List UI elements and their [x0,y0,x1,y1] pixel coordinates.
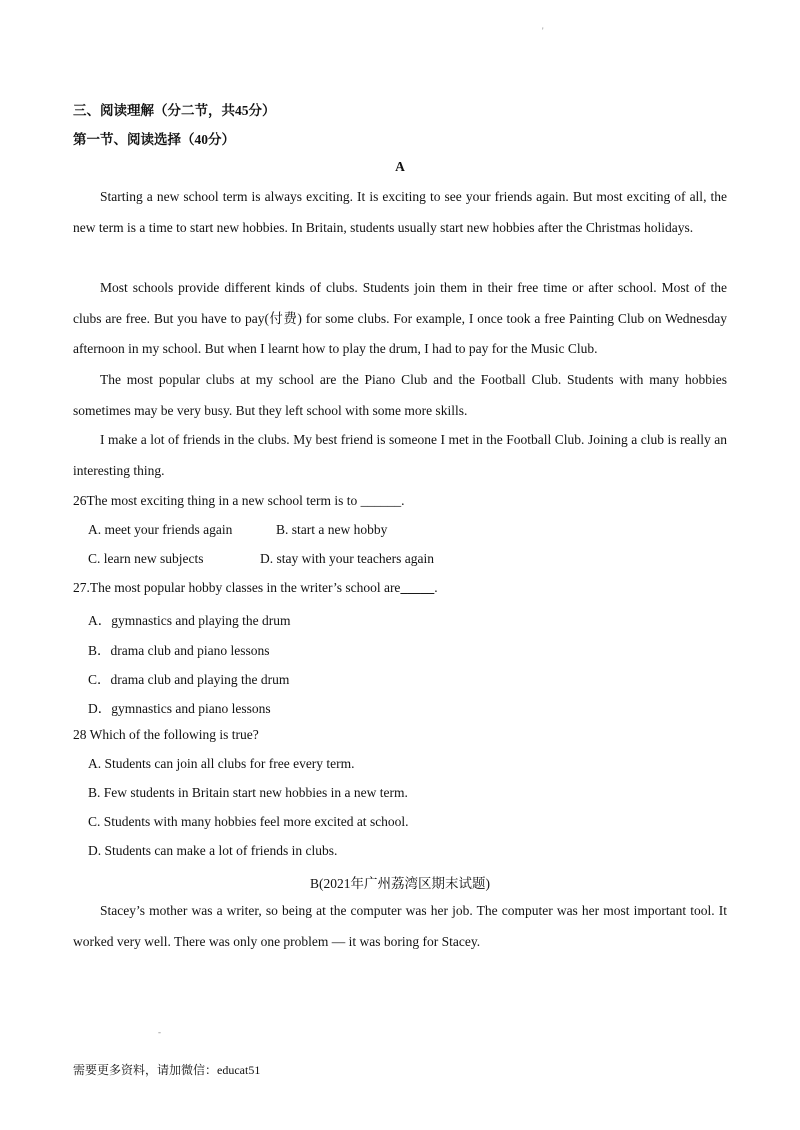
question-26-option-a: A. meet your friends again [88,522,233,537]
question-28-option-d: D. Students can make a lot of friends in clubs. [88,843,338,858]
question-27-option-a: A．gymnastics and playing the drum [88,613,291,628]
question-26-option-c: C. learn new subjects [88,551,204,566]
stray-mark: - [158,1027,161,1037]
question-28-option-c: C. Students with many hobbies feel more excited at school. [88,814,409,829]
passage-a-paragraph: Starting a new school term is always exciting. It is exciting to see your friends again. But most exciting of all, the new term is a time to start new hobbies. In Britain, students usually start new hobbies after the Christmas holidays. [73,189,727,235]
passage-a-paragraph: Most schools provide different kinds of clubs. Students join them in their free time or after school. Most of the clubs are free. But you have to pay(付费) for some clubs. For example, I once took a free Painting Club on Wednesday afternoon in my school. But when I learnt how to play the drum, I had to pay for the Music Club. [73,280,727,356]
question-26-stem: 26The most exciting thing in a new school term is to ______. [73,493,405,508]
footer-note: 需要更多资料，请加微信：educat51 [73,1063,261,1077]
passage-b-label: B(2021年广州荔湾区期末试题) [310,876,490,891]
question-27-stem-end: . [434,580,438,595]
passage-b-paragraph: Stacey’s mother was a writer, so being at the computer was her job. The computer was her most important tool. It worked very well. There was only one problem — it was boring for Stacey. [73,903,727,949]
part-heading: 第一节、阅读选择（40分） [73,132,235,147]
passage-a-paragraph: I make a lot of friends in the clubs. My best friend is someone I met in the Football Club. Joining a club is really an interesting thing. [73,432,727,478]
question-27-stem [73,580,438,596]
section-heading: 三、阅读理解（分二节，共45分） [73,103,276,118]
question-28-option-a: A. Students can join all clubs for free every term. [88,756,355,771]
question-26-option-d: D. stay with your teachers again [260,551,434,566]
passage-a-paragraph: The most popular clubs at my school are the Piano Club and the Football Club. Students with many hobbies sometimes may be very busy. But they left school with some more skills. [73,372,727,418]
question-27-stem-text: 27.The most popular hobby classes in the writer’s school are [73,580,401,595]
passage-a-label: A [395,159,405,174]
question-27-option-d: D．gymnastics and piano lessons [88,701,271,716]
question-27-option-c: C．drama club and playing the drum [88,672,290,687]
question-28-option-b: B. Few students in Britain start new hobbies in a new term. [88,785,408,800]
stray-mark: ' [542,26,544,36]
question-27-option-b: B．drama club and piano lessons [88,643,270,658]
question-28-stem: 28 Which of the following is true? [73,727,259,742]
question-26-option-b: B. start a new hobby [276,522,388,537]
answer-blank: _____ [400,580,435,595]
